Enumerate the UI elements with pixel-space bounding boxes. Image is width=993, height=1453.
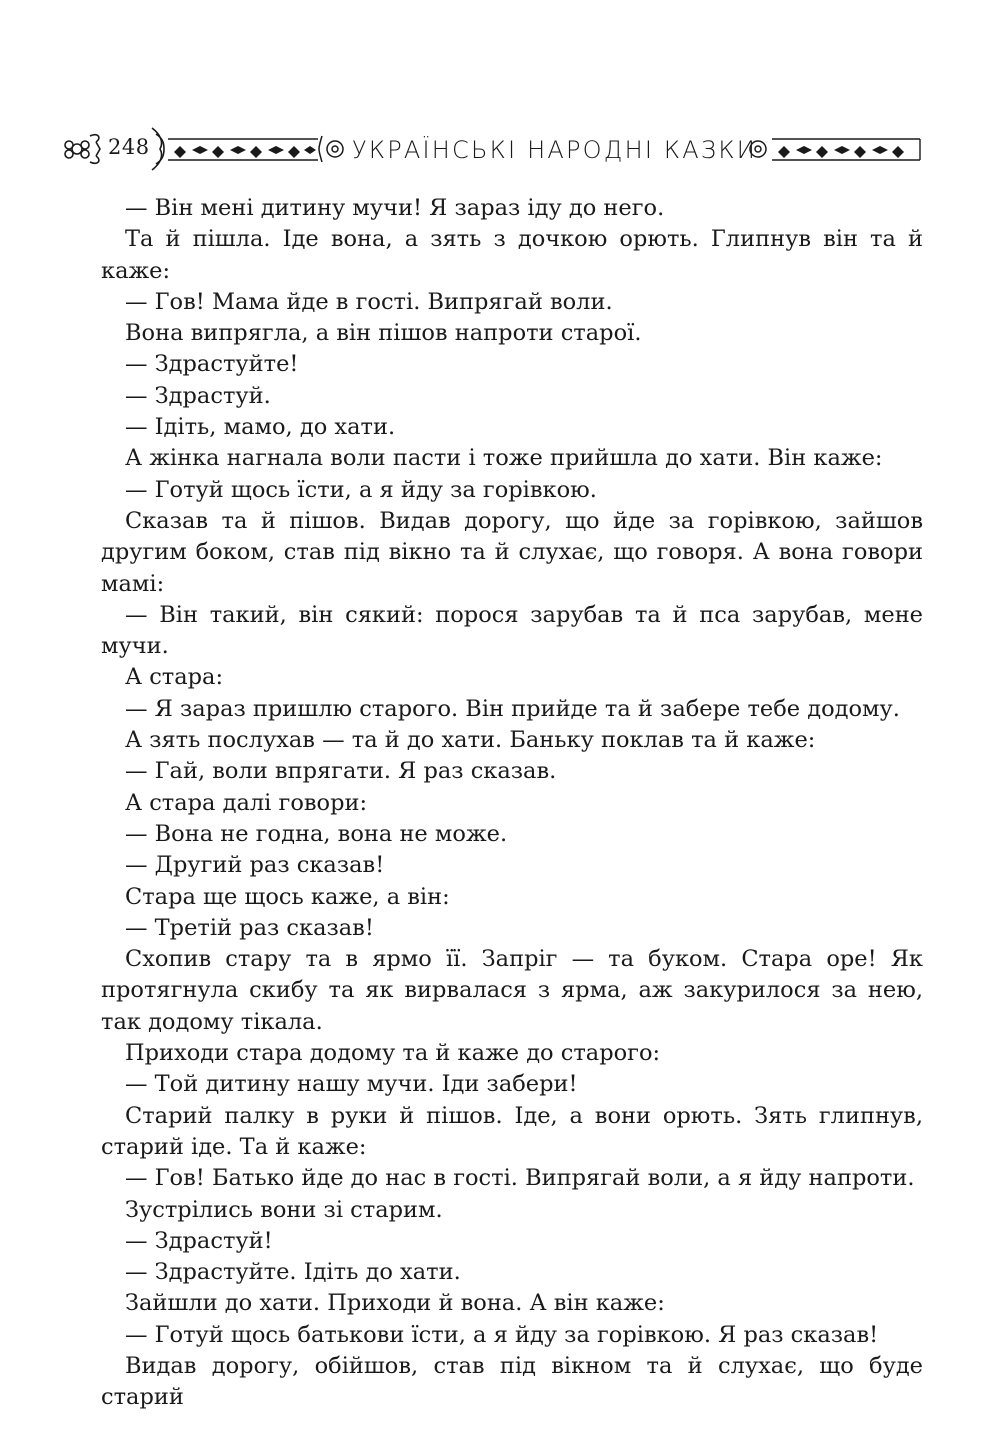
paragraph: — Здрастуйте! <box>125 351 299 378</box>
paragraph: Зустрілись вони зі старим. <box>125 1196 443 1223</box>
paragraph: А жінка нагнала воли пасти і тоже прийшла до хати. Він каже: <box>125 445 883 472</box>
paragraph: Зайшли до хати. Приходи й вона. А він каже: <box>125 1290 665 1317</box>
flower-ornament-icon <box>65 135 100 164</box>
paragraph: Приходи стара додому та й каже до старого: <box>125 1040 661 1067</box>
leaf-flourish-icon <box>152 128 164 170</box>
paragraph: — Другий раз сказав! <box>125 852 385 879</box>
paragraph: — Готуй щось їсти, а я йду за горівкою. <box>125 476 597 503</box>
paragraph: — Здрастуй. <box>125 382 271 409</box>
paragraph: Сказав та й пішов. Видав дорогу, що йде за горівкою, зайшов другим боком, став під вікно та й слухає, що говоря. А вона говори мамі: <box>101 507 923 597</box>
paragraph: — Третій раз сказав! <box>125 914 374 941</box>
paragraph: — Готуй щось батькови їсти, а я йду за горівкою. Я раз сказав! <box>125 1321 879 1348</box>
paragraph: А стара: <box>125 664 224 691</box>
paragraph: — Я зараз пришлю старого. Він прийде та й забере тебе додому. <box>125 695 900 722</box>
paragraph: — Він мені дитину мучи! Я зараз іду до него. <box>125 195 665 221</box>
paragraph: — Гай, воли впрягати. Я раз сказав. <box>125 758 557 785</box>
paragraph: А зять послухав — та й до хати. Баньку поклав та й каже: <box>125 727 816 754</box>
paragraph: Схопив стару та в ярмо її. Запріг — та буком. Стара оре! Як протягнула скибу та як вирвалася з ярма, аж закурилося за нею, так додому тікала. <box>101 946 923 1035</box>
page-number: 248 <box>108 135 150 159</box>
story-text <box>101 193 923 1414</box>
page-header <box>60 122 922 174</box>
paragraph: — Гов! Мама йде в гості. Випрягай воли. <box>125 288 613 315</box>
paragraph: Стара ще щось каже, а він: <box>125 883 450 910</box>
book-title: УКРАЇНСЬКІ НАРОДНІ КАЗКИ <box>352 136 758 164</box>
embroidery-band-left <box>168 139 318 160</box>
paragraph: — Той дитину нашу мучи. Іди забери! <box>125 1071 578 1098</box>
paragraph: — Вона не годна, вона не може. <box>125 820 508 847</box>
paragraph: — Гов! Батько йде до нас в гості. Випрягай воли, а я йду напроти. <box>125 1165 915 1192</box>
paragraph: Старий палку в руки й пішов. Іде, а вони орють. Зять глипнув, старий іде. Та й каже: <box>101 1102 923 1160</box>
paragraph: Вона випрягла, а він пішов напроти старої. <box>125 320 642 347</box>
embroidery-band-right <box>772 139 920 160</box>
paragraph: А стара далі говори: <box>125 789 368 816</box>
paragraph: — Здрастуй! <box>125 1227 273 1254</box>
paragraph: — Він такий, він сякий: порося зарубав та й пса зарубав, мене мучи. <box>101 601 923 660</box>
rosette-left-icon <box>319 136 343 162</box>
paragraph: — Здрастуйте. Ідіть до хати. <box>125 1259 461 1286</box>
paragraph: — Ідіть, мамо, до хати. <box>125 414 396 441</box>
paragraph: Та й пішла. Іде вона, а зять з дочкою орють. Глипнув він та й каже: <box>101 226 923 284</box>
paragraph: Видав дорогу, обійшов, став під вікном та й слухає, що буде старий <box>101 1352 923 1411</box>
